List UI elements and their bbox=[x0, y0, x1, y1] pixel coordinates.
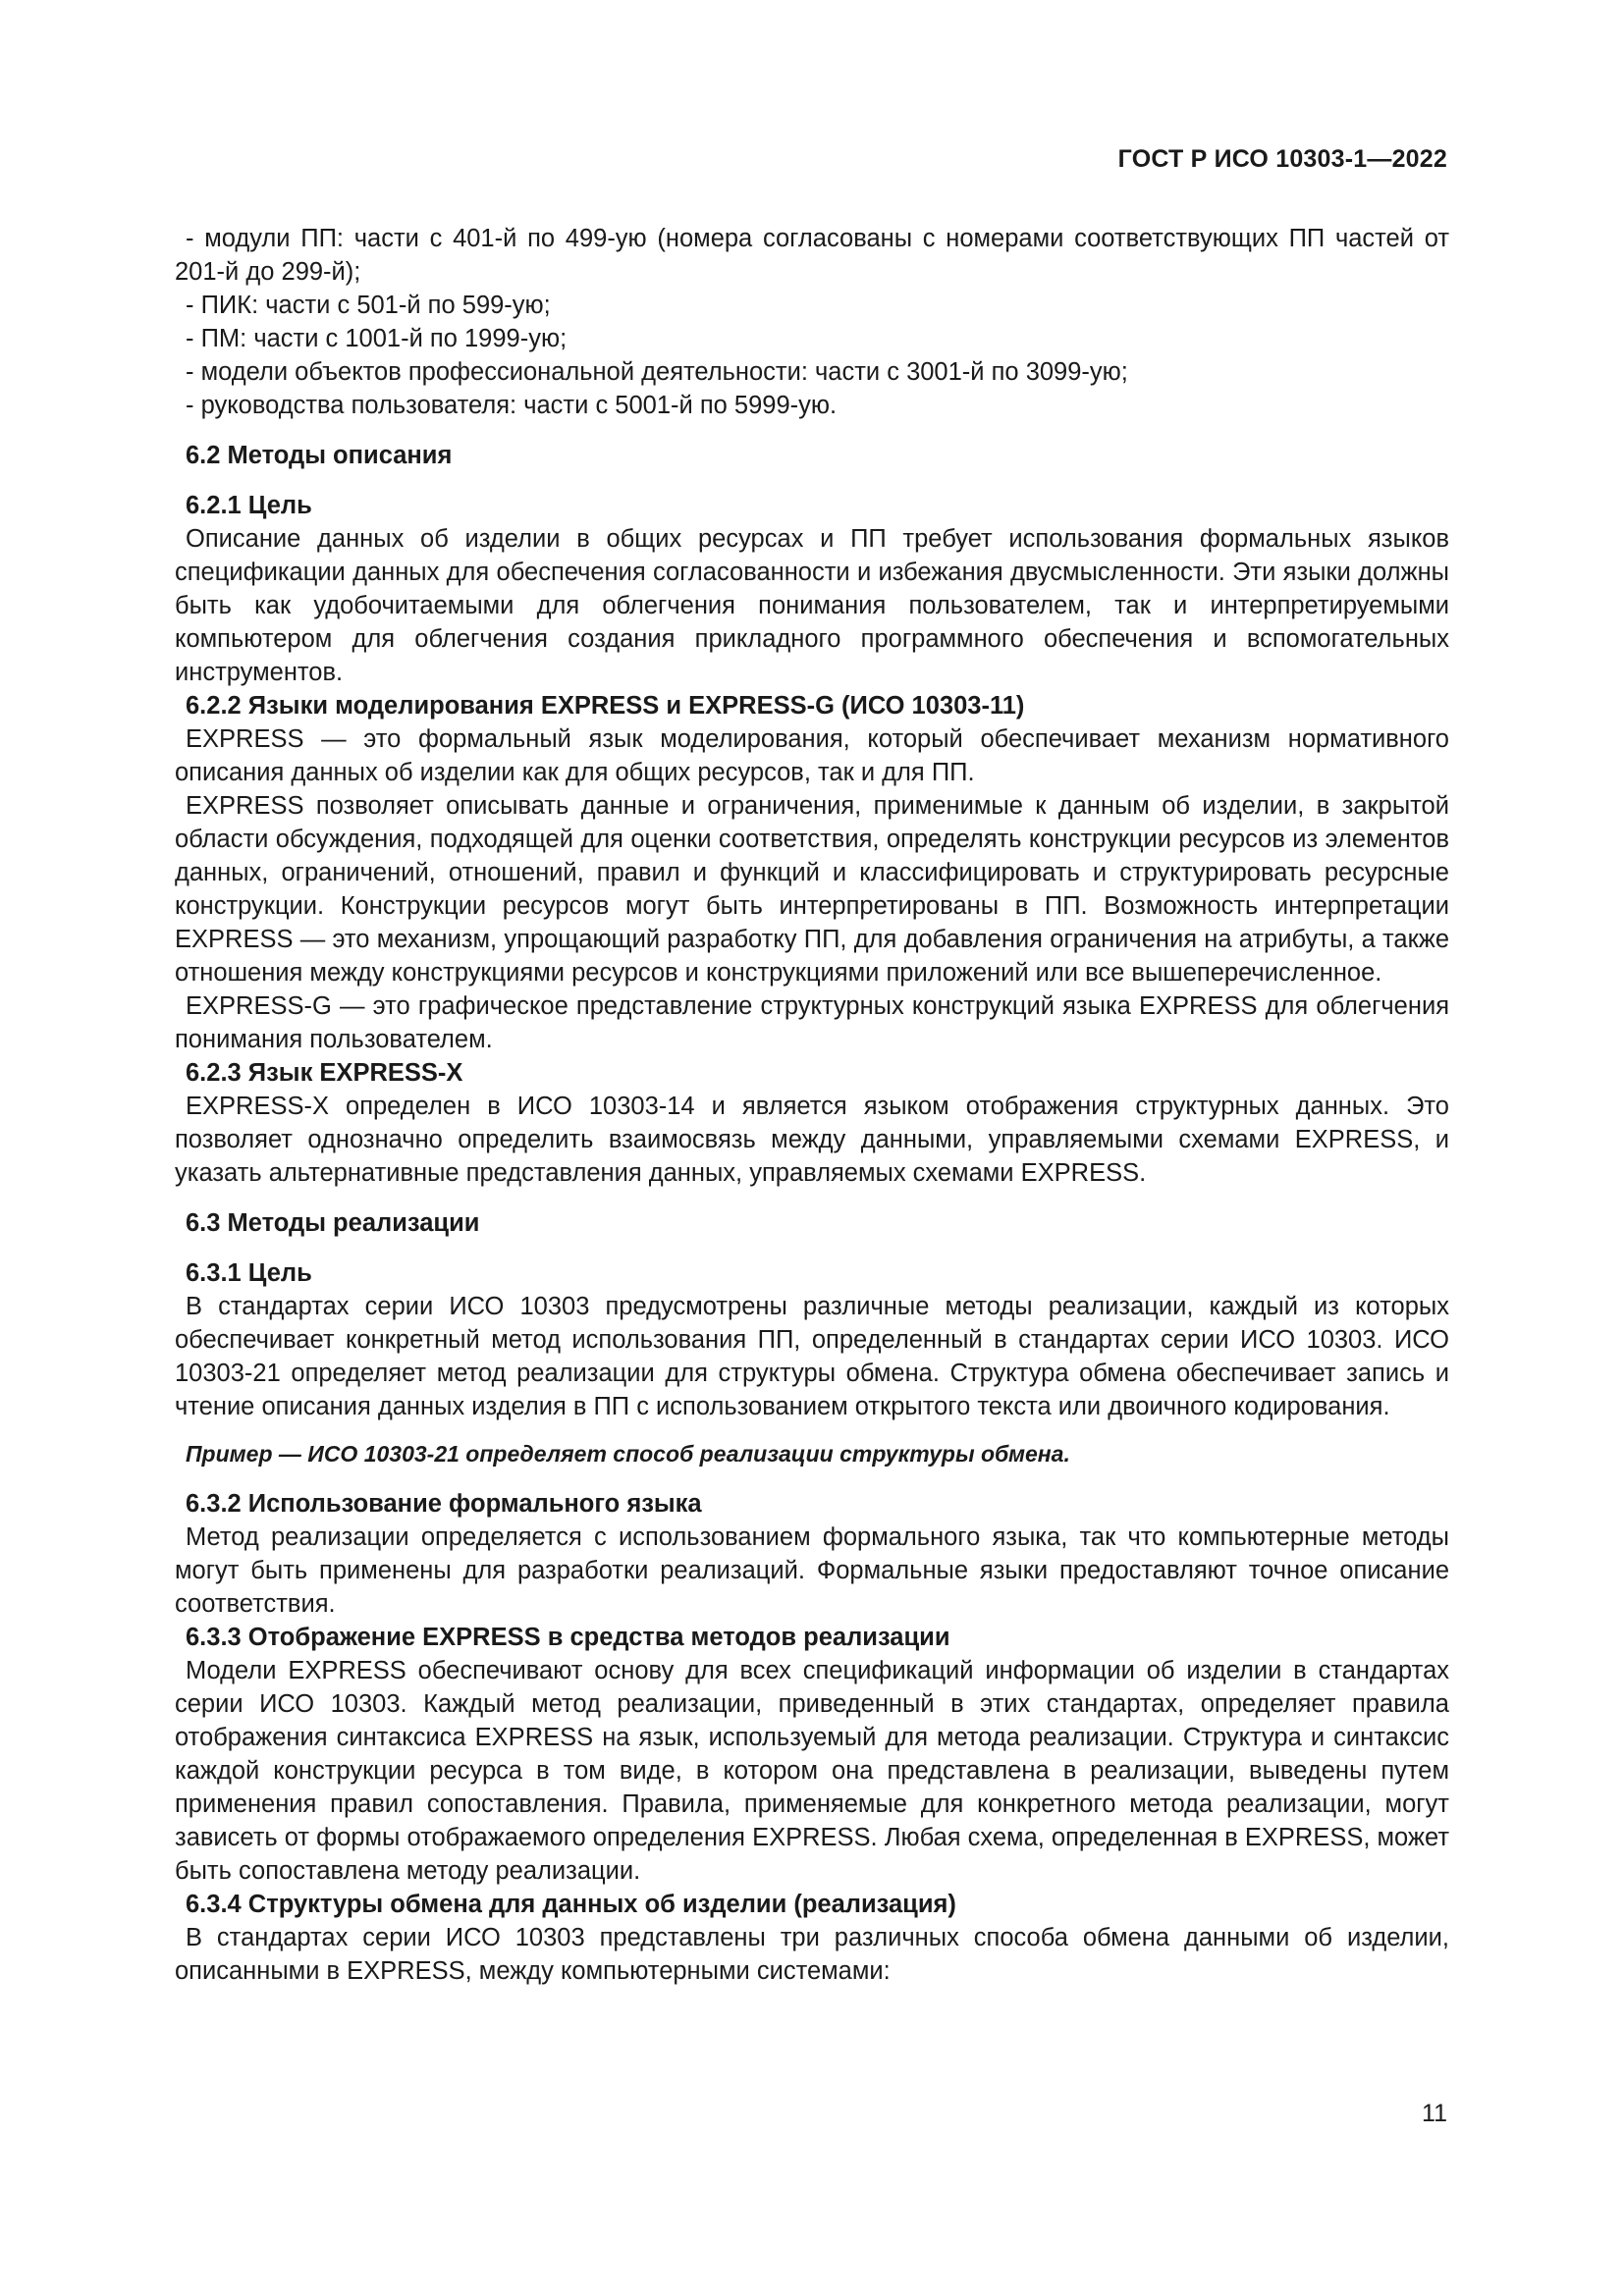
section-heading-6-3-4: 6.3.4 Структуры обмена для данных об изделии (реализация) bbox=[186, 1891, 956, 1918]
paragraph: EXPRESS — это формальный язык моделирования, который обеспечивает механизм нормативного описания данных об изделии как для общих ресурсов, так и для ПП. bbox=[175, 725, 1449, 786]
section-heading-6-3-1: 6.3.1 Цель bbox=[186, 1259, 312, 1287]
paragraph: В стандартах серии ИСО 10303 представлены три различных способа обмена данными об изделии, описанными в EXPRESS, между компьютерными системами: bbox=[175, 1924, 1449, 1985]
paragraph: Модели EXPRESS обеспечивают основу для всех спецификаций информации об изделии в стандартах серии ИСО 10303. Каждый метод реализации, приведенный в этих стандартах, определяет правила отображения синтаксиса EXPRESS на язык, используемый для метода реализации. Структура и синтаксис каждой конструкции ресурса в том виде, в котором она представлена в реализации, выведены путем применения правил сопоставления. Правила, применяемые для конкретного метода реализации, могут зависеть от формы отображаемого определения EXPRESS. Любая схема, определенная в EXPRESS, может быть сопоставлена методу реализации. bbox=[175, 1657, 1450, 1885]
list-item: - ПИК: части с 501-й по 599-ую; bbox=[186, 292, 551, 319]
document-header: ГОСТ Р ИСО 10303-1—2022 bbox=[1117, 145, 1447, 173]
paragraph: EXPRESS позволяет описывать данные и ограничения, применимые к данным об изделии, в закрытой области обсуждения, подходящей для оценки соответствия, определять конструкции ресурсов из элементов данных, ограничений, отношений, правил и функций и классифицировать и структурировать ресурсные конструкции. Конструкции ресурсов могут быть интерпретированы в ПП. Возможность интерпретации EXPRESS — это механизм, упрощающий разработку ПП, для добавления ограничения на атрибуты, а также отношения между конструкциями ресурсов и конструкциями приложений или все вышеперечисленное. bbox=[175, 792, 1449, 987]
section-heading-6-2: 6.2 Методы описания bbox=[186, 442, 453, 469]
page-number: 11 bbox=[1422, 2100, 1447, 2127]
section-heading-6-3-2: 6.3.2 Использование формального языка bbox=[186, 1490, 702, 1518]
paragraph: EXPRESS-X определен в ИСО 10303-14 и является языком отображения структурных данных. Это позволяет однозначно определить взаимосвязь между данными, управляемыми схемами EXPRESS, и указать альтернативные представления данных, управляемых схемами EXPRESS. bbox=[175, 1093, 1449, 1187]
section-heading-6-3: 6.3 Методы реализации bbox=[186, 1209, 480, 1237]
list-item: - модули ПП: части с 401-й по 499-ую (номера согласованы с номерами соответствующих ПП частей от 201-й до 299-й); bbox=[175, 225, 1449, 286]
page-content bbox=[175, 222, 1449, 1988]
list-item: - руководства пользователя: части с 5001-й по 5999-ую. bbox=[186, 392, 838, 419]
paragraph: Описание данных об изделии в общих ресурсах и ПП требует использования формальных языков спецификации данных для обеспечения согласованности и избежания двусмысленности. Эти языки должны быть как удобочитаемыми для облегчения понимания пользователем, так и интерпретируемыми компьютером для облегчения создания прикладного программного обеспечения и вспомогательных инструментов. bbox=[175, 525, 1449, 686]
paragraph: В стандартах серии ИСО 10303 предусмотрены различные методы реализации, каждый из которых обеспечивает конкретный метод использования ПП, определенный в стандартах серии ИСО 10303. ИСО 10303-21 определяет метод реализации для структуры обмена. Структура обмена обеспечивает запись и чтение описания данных изделия в ПП с использованием открытого текста или двоичного кодирования. bbox=[175, 1293, 1449, 1420]
section-heading-6-2-3: 6.2.3 Язык EXPRESS-X bbox=[186, 1059, 463, 1087]
section-heading-6-2-2: 6.2.2 Языки моделирования EXPRESS и EXPRESS-G (ИСО 10303-11) bbox=[186, 692, 1025, 720]
section-heading-6-3-3: 6.3.3 Отображение EXPRESS в средства методов реализации bbox=[186, 1624, 950, 1651]
paragraph: EXPRESS-G — это графическое представление структурных конструкций языка EXPRESS для облегчения понимания пользователем. bbox=[175, 992, 1449, 1053]
list-item: - ПМ: части с 1001-й по 1999-ую; bbox=[186, 325, 568, 352]
example-note: Пример — ИСО 10303-21 определяет способ реализации структуры обмена. bbox=[186, 1441, 1070, 1467]
paragraph: Метод реализации определяется с использованием формального языка, так что компьютерные методы могут быть применены для разработки реализаций. Формальные языки предоставляют точное описание соответствия. bbox=[175, 1523, 1449, 1618]
section-heading-6-2-1: 6.2.1 Цель bbox=[186, 492, 312, 519]
list-item: - модели объектов профессиональной деятельности: части с 3001-й по 3099-ую; bbox=[186, 358, 1128, 386]
